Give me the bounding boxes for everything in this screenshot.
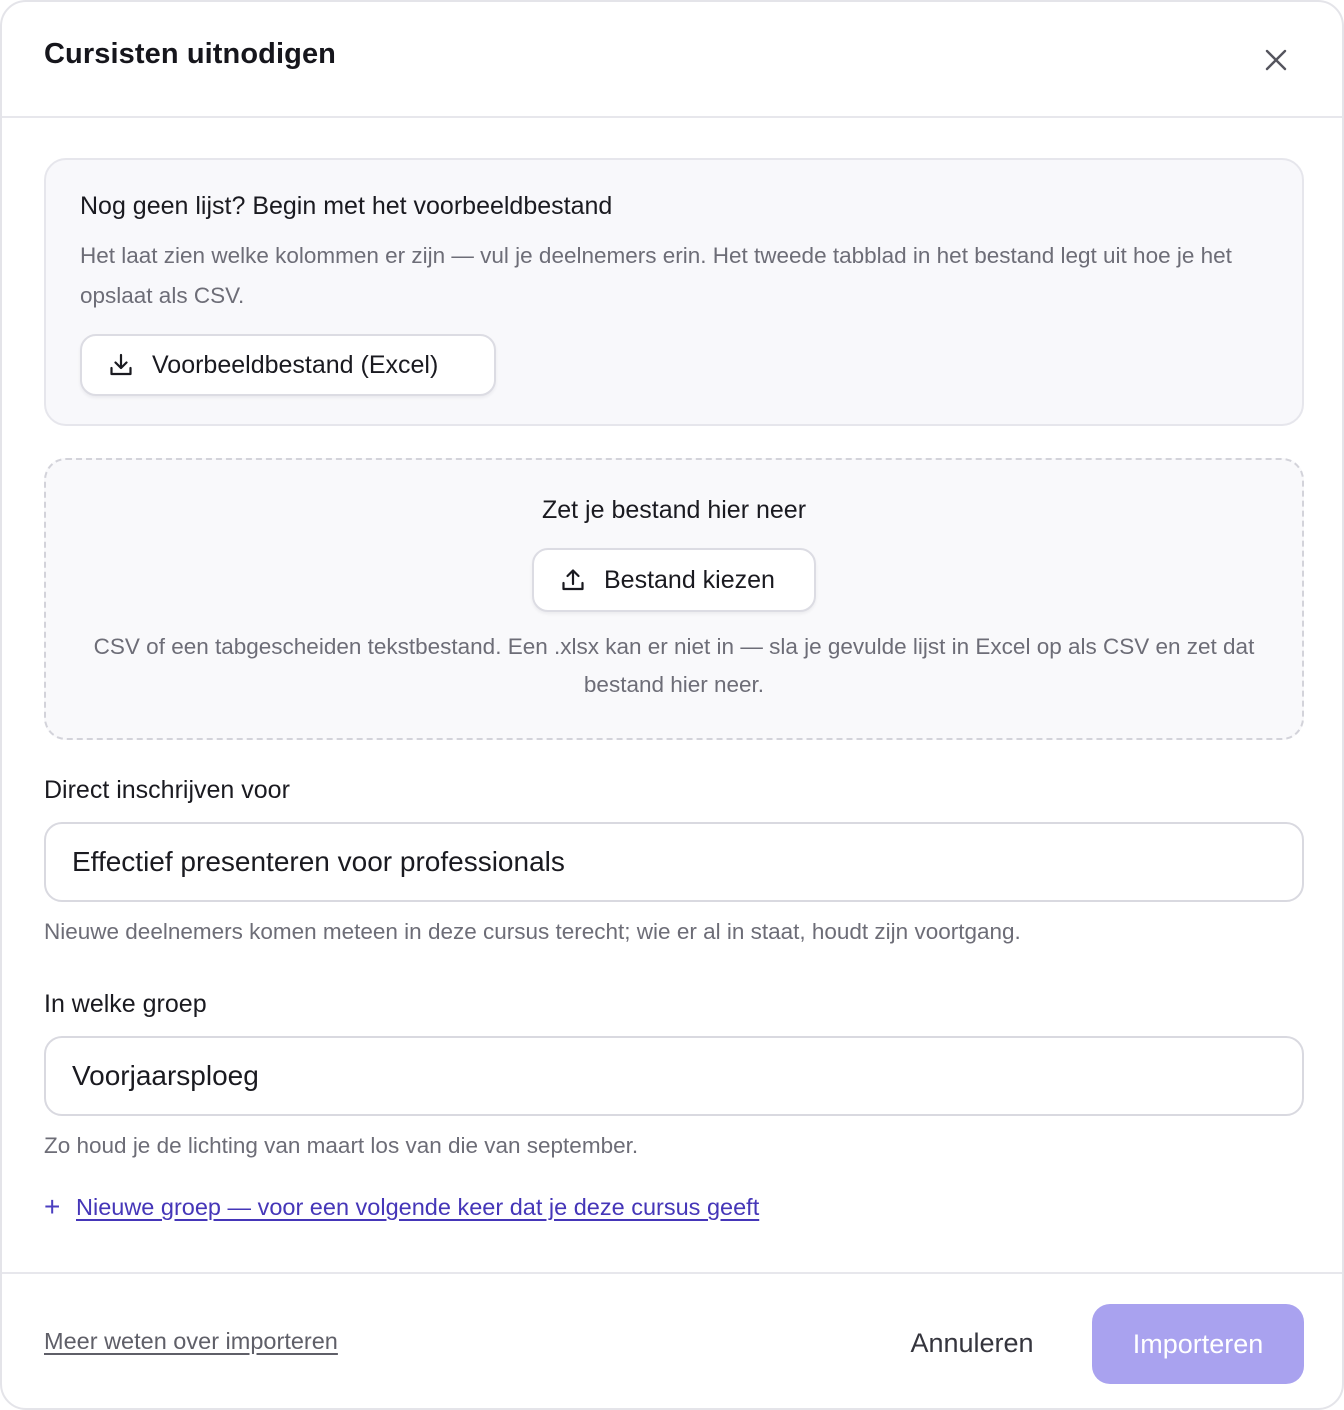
cancel-button[interactable]: Annuleren	[910, 1327, 1034, 1358]
file-dropzone[interactable]	[44, 458, 1304, 740]
dialog-footer	[2, 1272, 1342, 1410]
learn-more-link[interactable]: Meer weten over importeren	[44, 1328, 338, 1354]
dropzone-title: Zet je bestand hier neer	[541, 496, 807, 524]
sample-file-card	[44, 158, 1304, 426]
close-button[interactable]	[1254, 38, 1298, 82]
group-label: In welke groep	[44, 990, 207, 1018]
upload-icon	[560, 567, 586, 593]
dialog-header	[2, 2, 1342, 118]
new-group-link[interactable]	[44, 1192, 759, 1222]
dropzone-hint: CSV of een tabgescheiden tekstbestand. Een .xlsx kan er niet in — sla je gevulde lijst in Excel op als CSV en zet dat bestand hier neer.	[93, 634, 1255, 697]
download-icon	[108, 352, 134, 378]
choose-file-label: Bestand kiezen	[604, 565, 775, 594]
plus-icon: +	[44, 1191, 61, 1222]
choose-file-button[interactable]	[532, 548, 816, 612]
course-help: Nieuwe deelnemers komen meteen in deze cursus terecht; wie er al in staat, houdt zijn voortgang.	[44, 919, 1021, 944]
new-group-link-text[interactable]: Nieuwe groep — voor een volgende keer dat je deze cursus geeft	[76, 1193, 760, 1220]
sample-heading: Nog geen lijst? Begin met het voorbeeldbestand	[80, 192, 613, 220]
close-icon	[1264, 48, 1288, 72]
sample-description: Het laat zien welke kolommen er zijn — vul je deelnemers erin. Het tweede tabblad in het bestand legt uit hoe je het opslaat als CSV.	[80, 243, 1232, 308]
download-sample-label: Voorbeeldbestand (Excel)	[152, 350, 439, 379]
download-sample-button[interactable]	[80, 334, 496, 396]
import-button[interactable]: Importeren	[1092, 1304, 1304, 1384]
course-label: Direct inschrijven voor	[44, 776, 290, 804]
course-input[interactable]	[44, 822, 1304, 902]
group-input[interactable]	[44, 1036, 1304, 1116]
group-help: Zo houd je de lichting van maart los van die van september.	[44, 1133, 639, 1158]
dialog-title: Cursisten uitnodigen	[44, 38, 336, 70]
